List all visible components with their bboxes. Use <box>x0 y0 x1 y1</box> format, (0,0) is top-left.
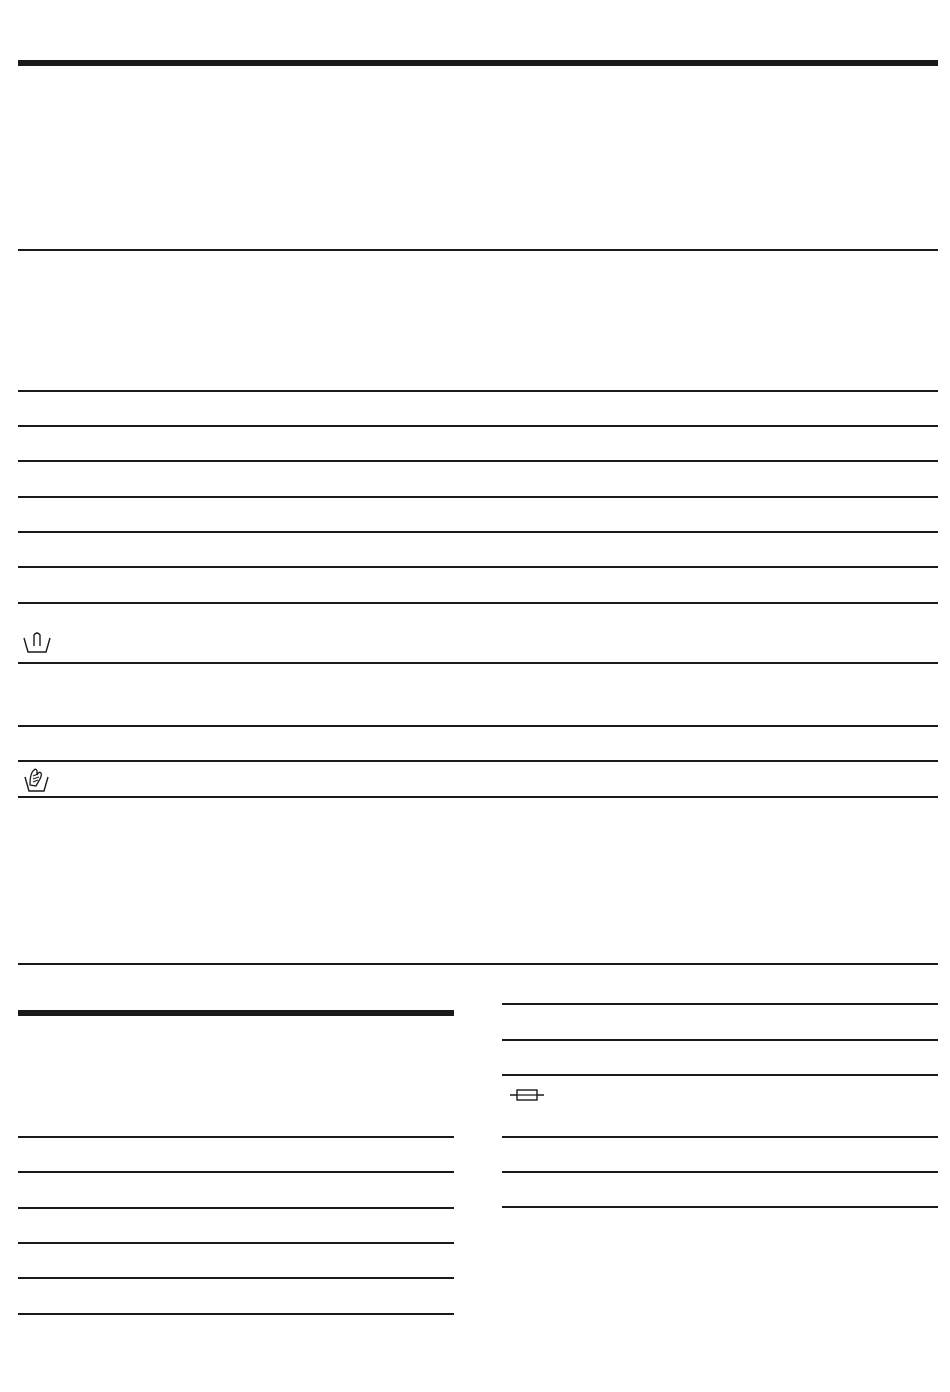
right-table-row-divider <box>502 1171 938 1173</box>
left-table-row-divider <box>18 1207 454 1209</box>
left-table-top-border <box>18 1010 454 1016</box>
rinse-basin-icon <box>22 630 52 656</box>
table-row-divider <box>18 390 938 392</box>
fuse-icon <box>510 1088 544 1102</box>
table-bottom-border <box>18 963 938 965</box>
right-table-bottom-border <box>502 1206 938 1208</box>
table-row-divider <box>18 796 938 798</box>
left-table-bottom-border <box>18 1313 454 1315</box>
table-row-divider <box>18 662 938 664</box>
right-table-row-divider <box>502 1003 938 1005</box>
table-header-divider <box>18 249 938 251</box>
table-row-divider <box>18 725 938 727</box>
table-top-border <box>18 60 938 66</box>
right-table-row-divider <box>502 1074 938 1076</box>
left-table-header-divider <box>18 1136 454 1138</box>
left-table-row-divider <box>18 1277 454 1279</box>
right-table-row-divider <box>502 1039 938 1041</box>
table-row-divider <box>18 496 938 498</box>
right-table-row-divider <box>502 1136 938 1138</box>
table-row-divider <box>18 760 938 762</box>
table-row-divider <box>18 566 938 568</box>
table-row-divider <box>18 531 938 533</box>
hand-wash-icon <box>22 765 50 793</box>
left-table-row-divider <box>18 1242 454 1244</box>
table-row-divider <box>18 460 938 462</box>
left-table-row-divider <box>18 1171 454 1173</box>
table-row-divider <box>18 602 938 604</box>
table-row-divider <box>18 425 938 427</box>
